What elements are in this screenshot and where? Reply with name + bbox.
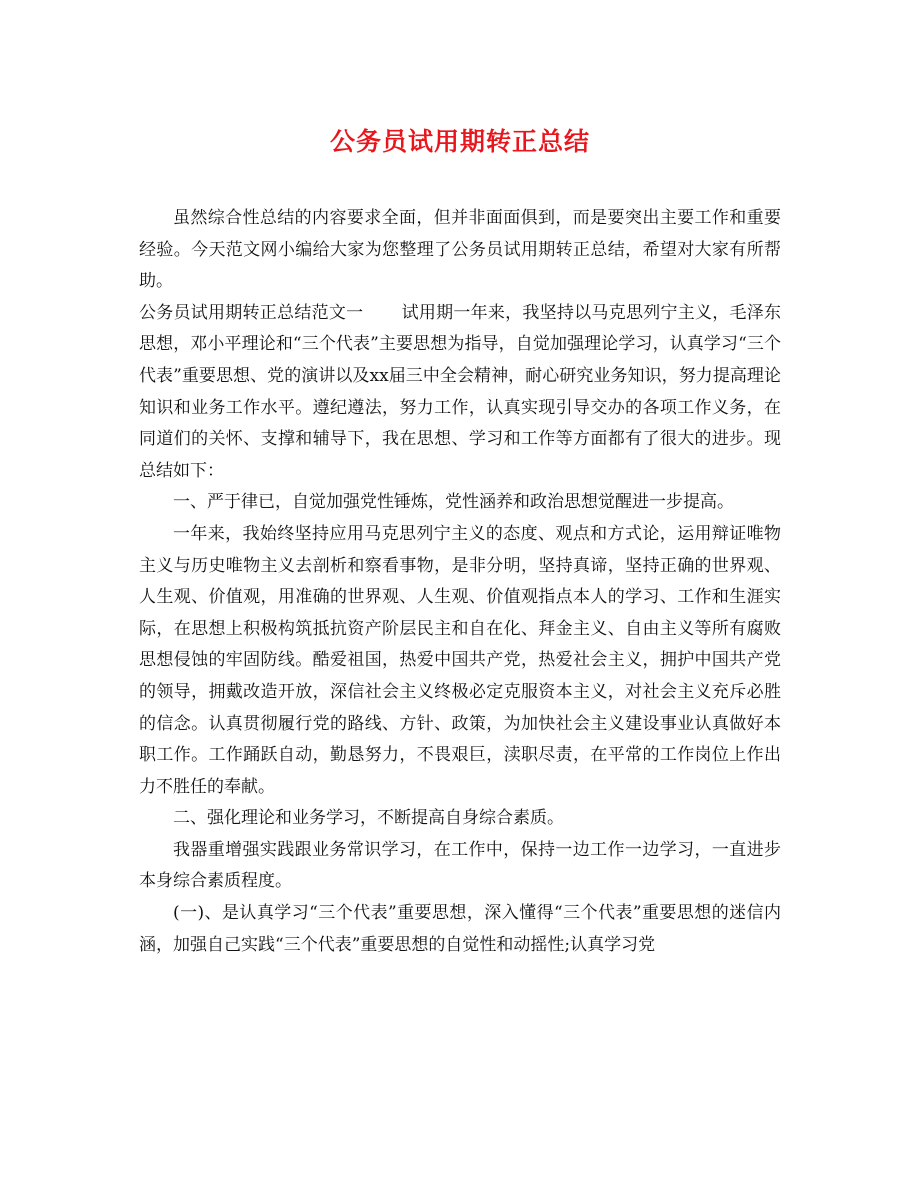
section2-item1: (一)、是认真学习“三个代表”重要思想，深入懂得“三个代表”重要思想的迷信内涵，加强自己实践“三个代表”重要思想的自觉性和动摇性;认真学习党 [139, 903, 781, 955]
intro-paragraph: 虽然综合性总结的内容要求全面，但并非面面俱到，而是要突出主要工作和重要经验。今天范文网小编给大家为您整理了公务员试用期转正总结，希望对大家有所帮助。 [139, 208, 781, 292]
section2-heading: 二、强化理论和业务学习，不断提高自身综合素质。 [173, 808, 564, 829]
sample-paragraph [139, 298, 781, 488]
section1-heading: 一、严于律已，自觉加强党性锤炼，党性涵养和政治思想觉醒进一步提高。 [173, 492, 734, 513]
section1-body: 一年来，我始终坚持应用马克思列宁主义的态度、观点和方式论，运用辩证唯物主义与历史唯物主义去剖析和察看事物，是非分明，坚持真谛，坚持正确的世界观、人生观、价值观，用准确的世界观、人生观、价值观指点本人的学习、工作和生涯实际，在思想上积极构筑抵抗资产阶层民主和自在化、拜金主义、自由主义等所有腐败思想侵蚀的牢固防线。酷爱祖国，热爱中国共产党，热爱社会主义，拥护中国共产党的领导，拥戴改造开放，深信社会主义终极必定克服资本主义，对社会主义充斥必胜的信念。认真贯彻履行党的路线、方针、政策，为加快社会主义建设事业认真做好本职工作。工作踊跃自动，勤恳努力，不畏艰巨，渎职尽责，在平常的工作岗位上作出力不胜任的奉献。 [139, 523, 781, 797]
sample-heading: 公务员试用期转正总结范文一 [139, 302, 364, 323]
section2-body: 我器重增强实践跟业务常识学习，在工作中，保持一边工作一边学习，一直进步本身综合素质程度。 [139, 839, 781, 892]
sample-first-paragraph: 试用期一年来，我坚持以马克思列宁主义，毛泽东思想，邓小平理论和“三个代表”主要思想为指导，自觉加强理论学习，认真学习“三个代表”重要思想、党的演讲以及xx届三中全会精神，耐心研究业务知识，努力提高理论知识和业务工作水平。遵纪遵法，努力工作，认真实现引导交办的各项工作义务，在同道们的关怀、支撑和辅导下，我在思想、学习和工作等方面都有了很大的进步。现总结如下： [139, 302, 781, 481]
document-title: 公务员试用期转正总结 [329, 127, 590, 156]
document-body [139, 203, 781, 961]
